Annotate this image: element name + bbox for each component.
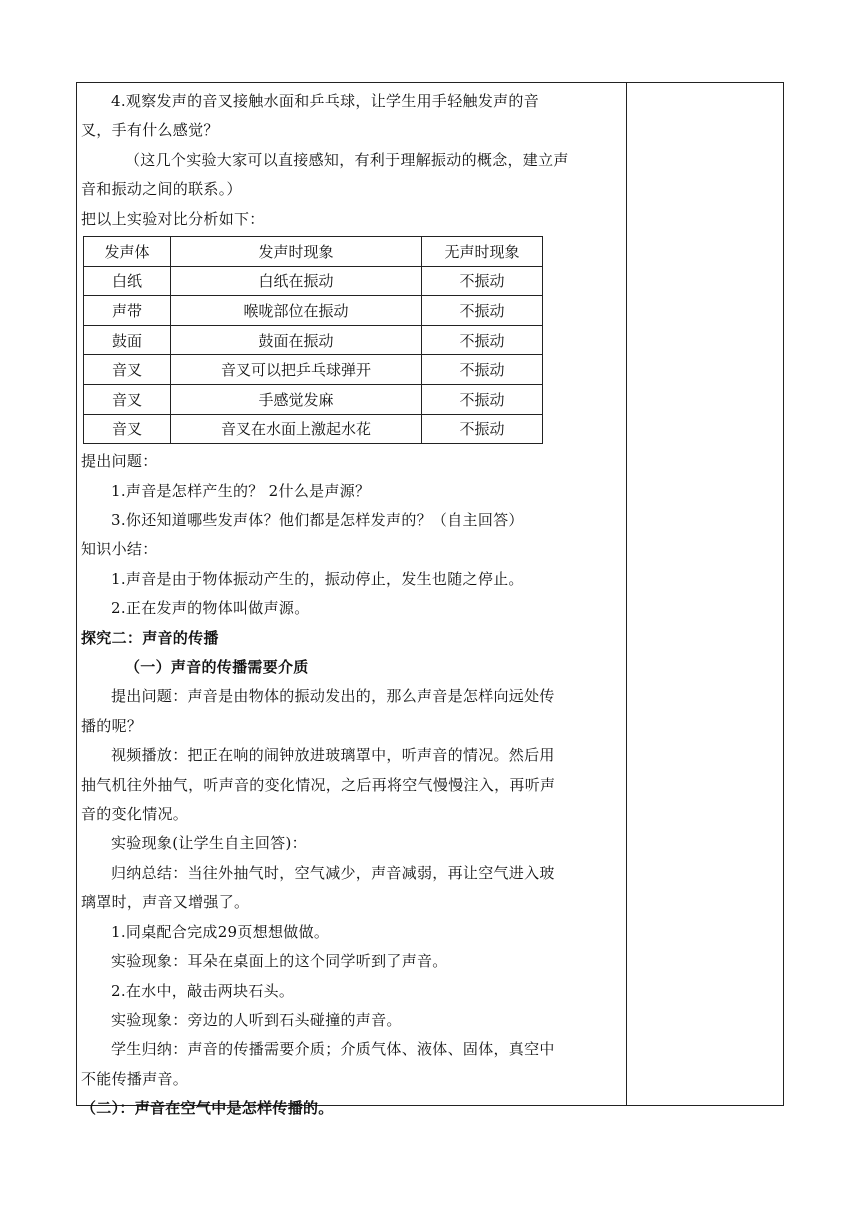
table-cell: 音叉 [84, 355, 171, 385]
table-row [84, 414, 543, 444]
table-cell: 音叉 [84, 385, 171, 415]
paragraph: 4.观察发声的音叉接触水面和乒乓球，让学生用手轻触发声的音 [111, 92, 540, 110]
paragraph: 3.你还知道哪些发声体？他们都是怎样发声的？（自主回答） [111, 511, 524, 529]
main-cell [81, 87, 621, 1124]
paragraph: 音的变化情况。 [81, 805, 189, 824]
paragraph: 2.正在发声的物体叫做声源。 [111, 599, 310, 618]
paragraph: 叉，手有什么感觉？ [81, 121, 219, 140]
table-cell: 白纸在振动 [171, 266, 422, 296]
table-cell: 不振动 [422, 296, 543, 326]
paragraph: （这几个实验大家可以直接感知，有利于理解振动的概念，建立声 [125, 150, 569, 169]
table-cell: 鼓面在振动 [171, 325, 422, 355]
table-cell: 音叉在水面上激起水花 [171, 414, 422, 444]
paragraph: 2.在水中，敲击两块石头。 [111, 981, 295, 1000]
paragraph: 1.声音是由于物体振动产生的，振动停止，发生也随之停止。 [111, 569, 524, 588]
table-cell: 不振动 [422, 325, 543, 355]
table-row [84, 385, 543, 415]
table-row [84, 355, 543, 385]
table-cell: 不振动 [422, 414, 543, 444]
paragraph: 1.声音是怎样产生的？ 2什么是声源？ [111, 481, 371, 500]
table-cell: 手感觉发麻 [171, 385, 422, 415]
paragraph: 抽气机往外抽气，听声音的变化情况，之后再将空气慢慢注入，再听声 [81, 775, 556, 794]
lesson-table [76, 82, 784, 1118]
table-cell: 白纸 [84, 266, 171, 296]
section-heading: 探究二：声音的传播 [81, 628, 219, 647]
table-row [84, 266, 543, 296]
paragraph: 把以上实验对比分析如下： [81, 209, 265, 228]
paragraph: 璃罩时，声音又增强了。 [81, 893, 250, 912]
column-divider [626, 83, 627, 1105]
comparison-table [83, 236, 543, 444]
subsection-heading: （二）：声音在空气中是怎样传播的。 [81, 1099, 334, 1118]
paragraph: 1.同桌配合完成29页想想做做。 [111, 922, 330, 941]
paragraph: 播的呢？ [81, 716, 143, 735]
section-label: 知识小结： [81, 540, 158, 559]
table-header: 无声时现象 [422, 237, 543, 267]
table-cell: 音叉可以把乒乓球弹开 [171, 355, 422, 385]
table-cell: 鼓面 [84, 325, 171, 355]
section-label: 提出问题： [81, 452, 158, 471]
subsection-heading: （一）声音的传播需要介质 [125, 658, 309, 677]
table-header: 发声时现象 [171, 237, 422, 267]
table-row [84, 325, 543, 355]
paragraph: 视频播放：把正在响的闹钟放进玻璃罩中，听声音的情况。然后用 [111, 746, 555, 765]
paragraph: 不能传播声音。 [81, 1069, 189, 1088]
table-cell: 声带 [84, 296, 171, 326]
paragraph: 提出问题：声音是由物体的振动发出的，那么声音是怎样向远处传 [111, 687, 555, 706]
table-header: 发声体 [84, 237, 171, 267]
table-cell: 不振动 [422, 266, 543, 296]
table-cell: 音叉 [84, 414, 171, 444]
paragraph: 实验现象：耳朵在桌面上的这个同学听到了声音。 [111, 952, 448, 971]
paragraph: 音和振动之间的联系。） [81, 180, 242, 199]
paragraph: 实验现象(让学生自主回答)： [111, 834, 307, 853]
table-cell: 不振动 [422, 385, 543, 415]
table-cell: 喉咙部位在振动 [171, 296, 422, 326]
table-row [84, 296, 543, 326]
paragraph: 学生归纳：声音的传播需要介质；介质气体、液体、固体，真空中 [111, 1040, 555, 1059]
paragraph: 实验现象：旁边的人听到石头碰撞的声音。 [111, 1010, 402, 1029]
paragraph: 归纳总结：当往外抽气时，空气减少，声音减弱，再让空气进入玻 [111, 863, 555, 882]
table-cell: 不振动 [422, 355, 543, 385]
table-header-row [84, 237, 543, 267]
